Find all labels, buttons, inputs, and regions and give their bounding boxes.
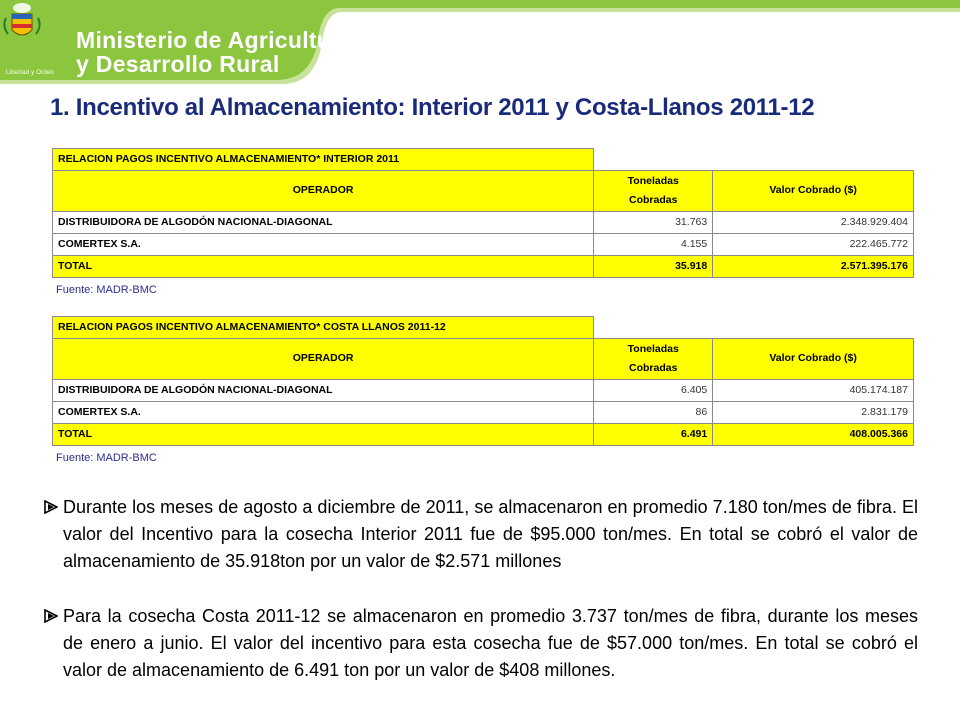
- table-title-row: [53, 317, 914, 339]
- bullet-text: Durante los meses de agosto a diciembre de 2011, se almacenaron en promedio 7.180 ton/mes de fibra. El valor del Incentivo para la cosecha Interior 2011 fue de $95.000 ton/mes. En total se cobró el valor de almacenamiento de 35.918ton por un valor de $2.571 millones: [63, 497, 918, 571]
- table-total-row: [53, 423, 914, 445]
- header-banner: [0, 0, 960, 86]
- coat-of-arms-logo: [0, 0, 44, 44]
- header-tons-line1: Toneladas: [627, 174, 679, 187]
- header-value: Valor Cobrado ($): [713, 170, 914, 211]
- crest-motto: Libertad y Orden: [6, 70, 54, 76]
- total-label: TOTAL: [53, 255, 594, 277]
- header-tons: [594, 170, 713, 211]
- total-tons: 35.918: [594, 255, 713, 277]
- ministry-name-line1: Ministerio de Agricultura: [76, 27, 354, 53]
- table-row: [53, 233, 914, 255]
- operator-cell: COMERTEX S.A.: [53, 233, 594, 255]
- tons-cell: 6.405: [594, 379, 713, 401]
- arrow-bullet-icon: [44, 500, 58, 514]
- table-total-row: [53, 255, 914, 277]
- header-tons: [594, 338, 713, 379]
- total-value: 2.571.395.176: [713, 255, 914, 277]
- value-cell: 405.174.187: [713, 379, 914, 401]
- ministry-name: [76, 28, 354, 76]
- bullet-interior-summary: [44, 494, 918, 575]
- payments-table-costa-llanos: [52, 316, 914, 446]
- table-title: RELACION PAGOS INCENTIVO ALMACENAMIENTO* INTERIOR 2011: [53, 149, 594, 171]
- header-tons-line2: Cobradas: [629, 361, 678, 374]
- table-title-row: [53, 149, 914, 171]
- page-title: 1. Incentivo al Almacenamiento: Interior 2011 y Costa-Llanos 2011-12: [50, 94, 815, 121]
- table-header-row: [53, 338, 914, 379]
- header-operator: OPERADOR: [53, 338, 594, 379]
- operator-cell: DISTRIBUIDORA DE ALGODÓN NACIONAL-DIAGONAL: [53, 379, 594, 401]
- value-cell: 2.348.929.404: [713, 211, 914, 233]
- header-tons-line2: Cobradas: [629, 193, 678, 206]
- value-cell: 222.465.772: [713, 233, 914, 255]
- total-label: TOTAL: [53, 423, 594, 445]
- tons-cell: 86: [594, 401, 713, 423]
- header-value: Valor Cobrado ($): [713, 338, 914, 379]
- total-value: 408.005.366: [713, 423, 914, 445]
- tons-cell: 4.155: [594, 233, 713, 255]
- bullet-text: Para la cosecha Costa 2011-12 se almacenaron en promedio 3.737 ton/mes de fibra, durante los meses de enero a junio. El valor del incentivo para esta cosecha fue de $57.000 ton/mes. En total se cobró el valor de almacenamiento de 6.491 ton por un valor de $408 millones.: [63, 606, 918, 680]
- value-cell: 2.831.179: [713, 401, 914, 423]
- operator-cell: COMERTEX S.A.: [53, 401, 594, 423]
- total-tons: 6.491: [594, 423, 713, 445]
- tons-cell: 31.763: [594, 211, 713, 233]
- table-title: RELACION PAGOS INCENTIVO ALMACENAMIENTO* COSTA LLANOS 2011-12: [53, 317, 594, 339]
- table-source-note: Fuente: MADR-BMC: [56, 452, 157, 464]
- table-row: [53, 401, 914, 423]
- arrow-bullet-icon: [44, 609, 58, 623]
- header-operator: OPERADOR: [53, 170, 594, 211]
- table-row: [53, 379, 914, 401]
- bullet-costa-summary: [44, 603, 918, 684]
- table-header-row: [53, 170, 914, 211]
- ministry-name-line2: y Desarrollo Rural: [76, 51, 280, 77]
- table-row: [53, 211, 914, 233]
- operator-cell: DISTRIBUIDORA DE ALGODÓN NACIONAL-DIAGONAL: [53, 211, 594, 233]
- header-tons-line1: Toneladas: [627, 342, 679, 355]
- payments-table-interior: [52, 148, 914, 278]
- table-source-note: Fuente: MADR-BMC: [56, 284, 157, 296]
